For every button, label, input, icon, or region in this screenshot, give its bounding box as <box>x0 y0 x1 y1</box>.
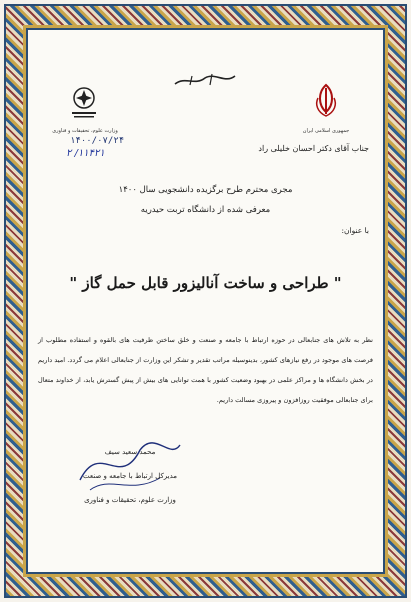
left-emblem-caption: وزارت علوم، تحقیقات و فناوری <box>52 128 118 134</box>
award-line: مجری محترم طرح برگزیده دانشجویی سال ۱۴۰۰ <box>118 185 293 195</box>
recipient-address: جناب آقای دکتر احسان خلیلی راد <box>258 144 369 153</box>
university-line: معرفی شده از دانشگاه تربت حیدریه <box>140 205 271 215</box>
letter-number: ۲ /۱۱۴۲۱ <box>66 148 105 159</box>
signer-name: محمد سعید سیف <box>104 448 156 456</box>
signer-organization: وزارت علوم، تحقیقات و فناوری <box>84 496 176 504</box>
appreciation-paragraph: نظر به تلاش های جنابعالی در حوزه ارتباط با جامعه و صنعت و خلق ساختن ظرفیت های بالقوه و استفاده مطلوب از فرصت های موجود در رفع نیازهای کشور، بدینوسیله مراتب تقدیر و تشکر این وزارت از جنابعالی اعلام می گردد. امید داریم در بخش دانشگاه ها و مراکز علمی در بهبود وضعیت کشور با همت توانایی های بیش از پیش گسترش یابد، از خداوند متعال برای جنابعالی موفقیت روزافزون و پیروزی مسالت داریم. <box>38 336 373 404</box>
with-title-label: با عنوان: <box>341 226 369 235</box>
right-emblem-caption: جمهوری اسلامی ایران <box>302 128 350 134</box>
project-title: " طراحی و ساخت آنالیزور قابل حمل گاز " <box>69 274 342 292</box>
signer-role: مدیرکل ارتباط با جامعه و صنعت <box>82 472 178 480</box>
letter-date: ۱۴۰۰/۰۷/۲۴ <box>70 136 125 146</box>
